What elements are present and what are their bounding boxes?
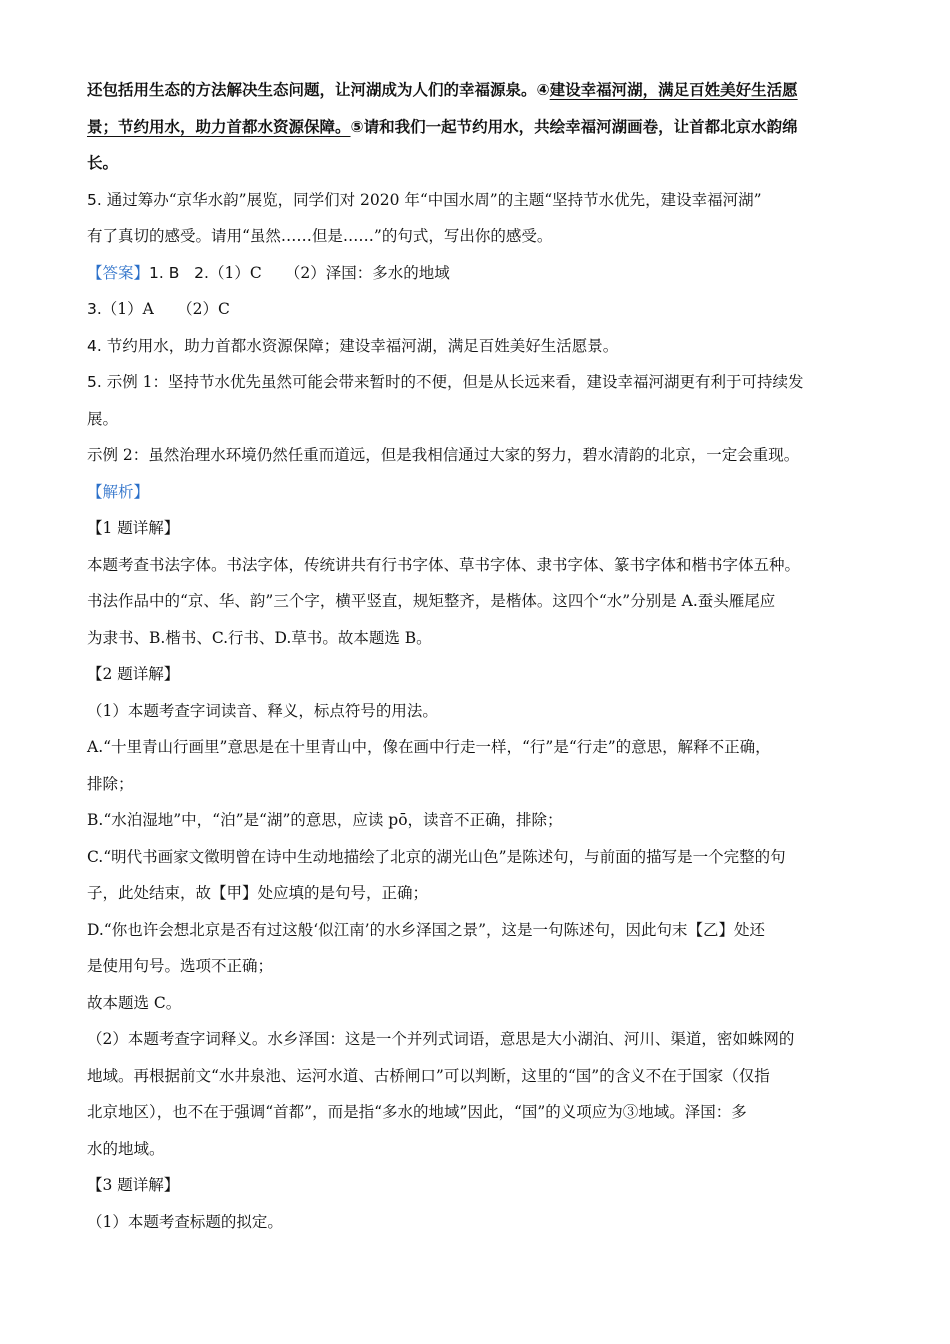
passage-underlined-text: 建设幸福河湖，满足百姓美好生活愿 bbox=[549, 81, 798, 99]
question-text: 通过筹办“京华水韵”展览，同学们对 2020 年“中国水周”的主题“坚持节水优先，建设幸福河湖” bbox=[106, 190, 762, 209]
answer-3-number: 3. bbox=[87, 300, 102, 318]
passage-text: ⑤请和我们一起节约用水，共绘幸福河湖画卷，让首都北京水韵绵 bbox=[350, 117, 798, 136]
analysis-q2-line-5: C.“明代书画家文徵明曾在诗中生动地描绘了北京的湖光山色”是陈述句，与前面的描写是一个完整的句 bbox=[87, 847, 786, 866]
analysis-q2-line-11: 地域。再根据前文“水井泉池、运河水道、古桥闸口”可以判断，这里的“国”的含义不在于国家（仅指 bbox=[87, 1066, 770, 1085]
question-5-line-1 bbox=[87, 182, 867, 219]
analysis-q2-line-9: 故本题选 C。 bbox=[87, 993, 182, 1012]
analysis-q2-title: 【2 题详解】 bbox=[87, 665, 180, 683]
answer-1: 1. B bbox=[149, 263, 180, 282]
analysis-q1-line-3: 为隶书、B.楷书、C.行书、D.草书。故本题选 B。 bbox=[87, 628, 432, 647]
analysis-q1-title: 【1 题详解】 bbox=[87, 519, 180, 537]
answer-line-4 bbox=[87, 328, 867, 365]
document-page bbox=[87, 72, 867, 1240]
answer-5-text: 示例 1：坚持节水优先虽然可能会带来暂时的不便，但是从长远来看，建设幸福河湖更有利于可持续发 bbox=[106, 373, 804, 391]
analysis-tag: 【解析】 bbox=[87, 482, 150, 501]
analysis-q1-line-1: 本题考查书法字体。书法字体，传统讲共有行书字体、草书字体、隶书字体、篆书字体和楷书字体五种。 bbox=[87, 555, 801, 574]
analysis-q2-line-1: （1）本题考查字词读音、释义，标点符号的用法。 bbox=[87, 701, 438, 720]
answer-2-number: 2. bbox=[194, 263, 209, 282]
analysis-q3-line-1: （1）本题考查标题的拟定。 bbox=[87, 1212, 283, 1231]
question-5-line-2: 有了真切的感受。请用“虽然……但是……”的句式，写出你的感受。 bbox=[87, 227, 553, 245]
answer-4: 节约用水，助力首都水资源保障；建设幸福河湖，满足百姓美好生活愿景。 bbox=[106, 336, 619, 355]
analysis-q2-line-13: 水的地域。 bbox=[87, 1139, 165, 1158]
question-number: 5. bbox=[87, 190, 102, 209]
analysis-q3-title: 【3 题详解】 bbox=[87, 1176, 180, 1194]
passage-line-1 bbox=[87, 72, 867, 109]
analysis-q2-line-12: 北京地区），也不在于强调“首都”，而是指“多水的地域”因此，“国”的义项应为③地域。泽国：多 bbox=[87, 1103, 747, 1121]
answer-tag: 【答案】 bbox=[87, 263, 150, 282]
passage-line-2 bbox=[87, 109, 867, 146]
answer-5-number: 5. bbox=[87, 373, 102, 391]
answer-line-5 bbox=[87, 364, 867, 401]
analysis-q1-line-2: 书法作品中的“京、华、韵”三个字，横平竖直，规矩整齐，是楷体。这四个“水”分别是 A.蚕头雁尾应 bbox=[87, 592, 776, 610]
answer-3: （1）A （2）C bbox=[101, 300, 230, 318]
analysis-q2-line-4: B.“水泊湿地”中，“泊”是“湖”的意思，应读 pō，读音不正确，排除； bbox=[87, 811, 563, 829]
answer-line-1 bbox=[87, 255, 867, 292]
answer-4-number: 4. bbox=[87, 336, 102, 355]
answer-line-3 bbox=[87, 291, 867, 328]
analysis-q2-line-8: 是使用句号。选项不正确； bbox=[87, 957, 274, 975]
analysis-q2-line-6: 子，此处结束，故【甲】处应填的是句号，正确； bbox=[87, 884, 429, 902]
answer-2: （1）C （2）泽国：多水的地域 bbox=[208, 263, 450, 282]
answer-line-5c: 示例 2：虽然治理水环境仍然任重而道远，但是我相信通过大家的努力，碧水清韵的北京，一定会重现。 bbox=[87, 446, 800, 464]
analysis-q2-line-3: 排除； bbox=[87, 774, 134, 793]
analysis-q2-line-10: （2）本题考查字词释义。水乡泽国：这是一个并列式词语，意思是大小湖泊、河川、渠道，密如蛛网的 bbox=[87, 1030, 795, 1048]
analysis-q2-line-2: A.“十里青山行画里”意思是在十里青山中，像在画中行走一样，“行”是“行走”的意思，解释不正确， bbox=[87, 738, 771, 756]
analysis-q2-line-7: D.“你也许会想北京是否有过这般‘似江南’的水乡泽国之景”，这是一句陈述句，因此句末【乙】处还 bbox=[87, 920, 766, 939]
passage-line-3: 长。 bbox=[87, 154, 119, 172]
passage-text: 还包括用生态的方法解决生态问题，让河湖成为人们的幸福源泉。④ bbox=[87, 81, 550, 99]
answer-line-5b: 展。 bbox=[87, 409, 119, 428]
passage-underlined-text: 景；节约用水，助力首都水资源保障。 bbox=[87, 117, 351, 136]
